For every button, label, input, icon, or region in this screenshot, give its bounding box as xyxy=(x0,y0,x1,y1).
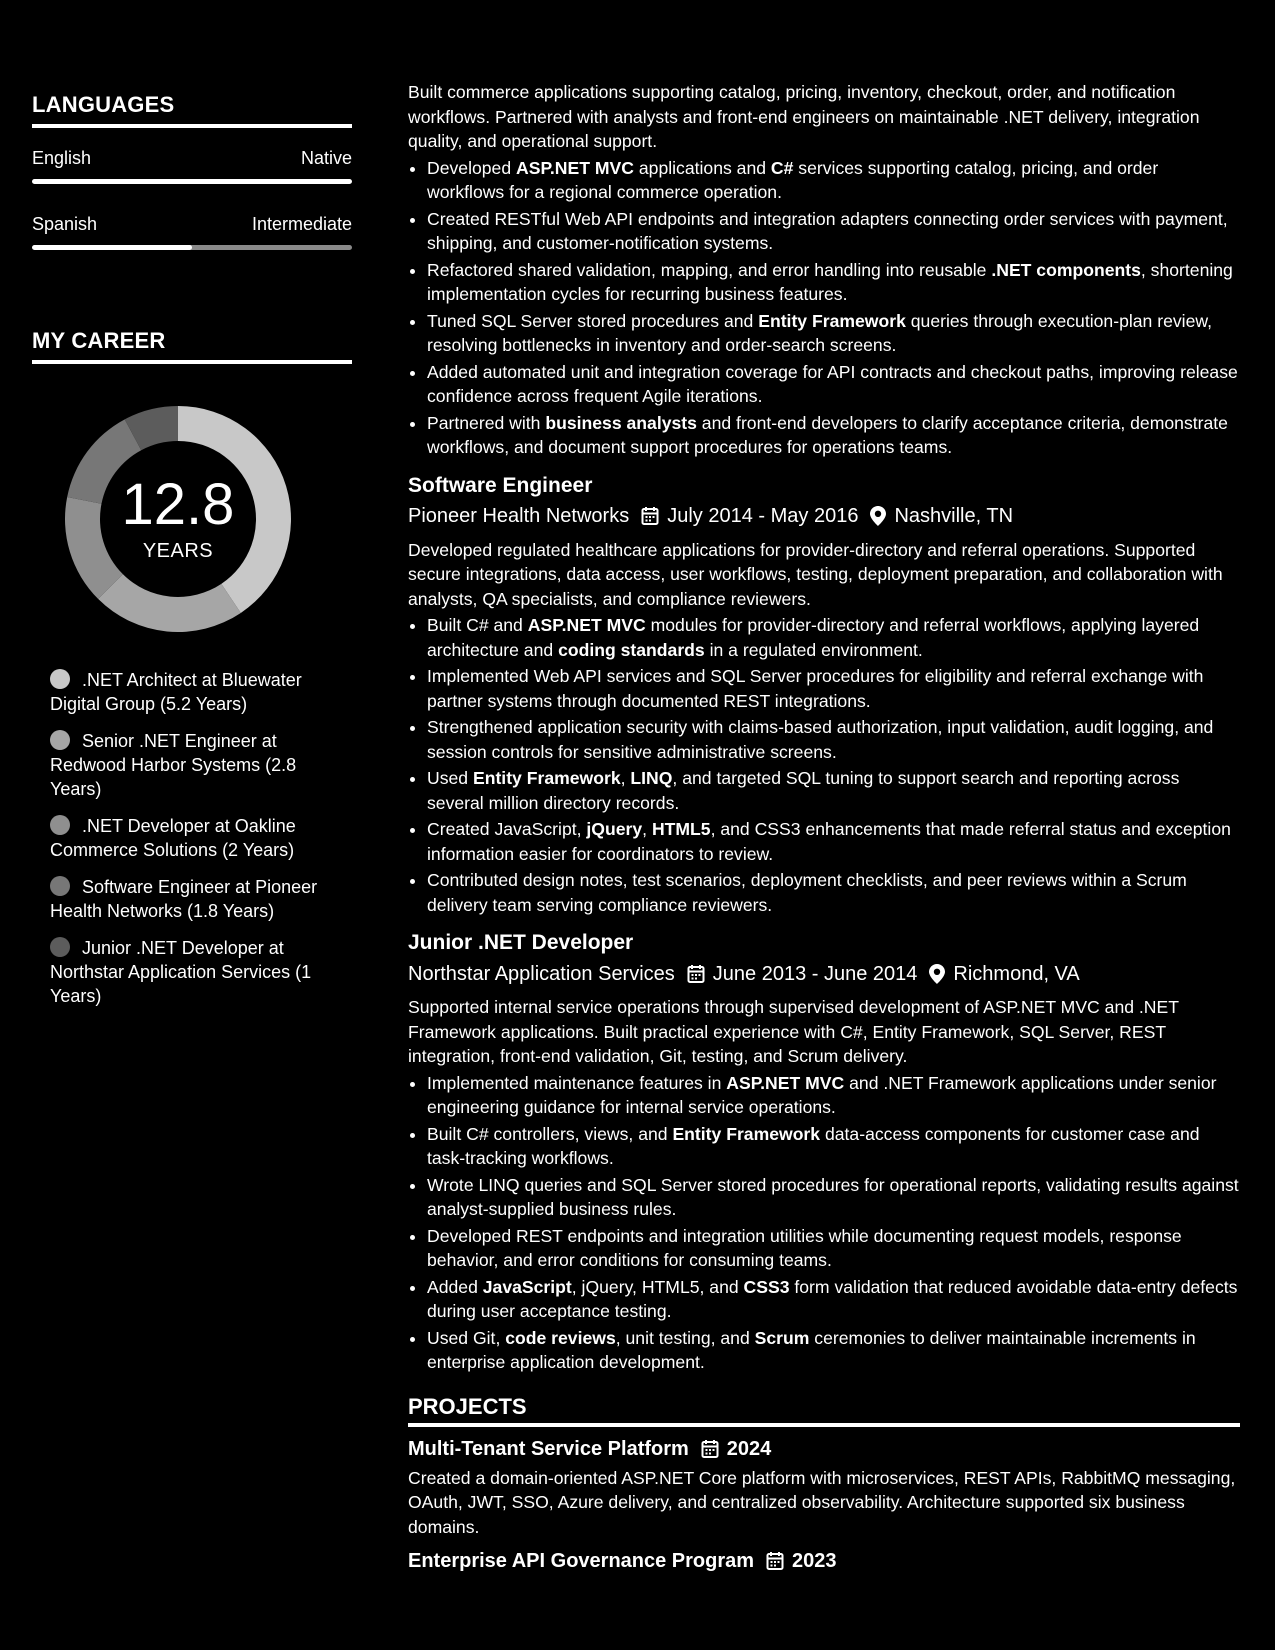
job-bullet: • Built C# and ASP.NET MVC modules for provider-directory and referral workflows, applying layered architecture and coding standards in a regulated environment. xyxy=(427,613,1240,662)
career-legend xyxy=(50,668,332,1008)
job-bullet: • Wrote LINQ queries and SQL Server stored procedures for operational reports, validating results against analyst-supplied business rules. xyxy=(427,1173,1240,1222)
job-location: Nashville, TN xyxy=(894,505,1014,527)
job-dates: July 2014 - May 2016 xyxy=(667,505,859,527)
job-bullets xyxy=(408,1071,1240,1375)
job-entry xyxy=(408,474,1240,918)
project-description: Created a domain-oriented ASP.NET Core platform with microservices, REST APIs, RabbitMQ messaging, OAuth, JWT, SSO, Azure delivery, and centralized observability. Architecture supported six business domains. xyxy=(408,1467,1236,1537)
language-proficiency-fill xyxy=(32,245,192,250)
job-bullets xyxy=(408,613,1240,917)
sidebar xyxy=(32,92,352,1021)
calendar-icon xyxy=(766,1551,784,1571)
project-year: 2024 xyxy=(726,1438,772,1460)
language-entry xyxy=(32,148,352,184)
career-legend-label: Senior .NET Engineer at Redwood Harbor Systems (2.8 Years) xyxy=(50,731,297,799)
project-title-row xyxy=(408,1549,1240,1574)
language-proficiency-bar xyxy=(32,179,352,184)
legend-dot-icon xyxy=(50,876,70,896)
legend-dot-icon xyxy=(50,937,70,957)
calendar-icon xyxy=(701,1439,719,1459)
job-bullet: • Contributed design notes, test scenarios, deployment checklists, and peer reviews within a Scrum delivery team serving compliance reviewers. xyxy=(427,868,1240,917)
projects-heading: PROJECTS xyxy=(408,1395,1240,1428)
career-heading: MY CAREER xyxy=(32,328,352,364)
job-title: Junior .NET Developer xyxy=(408,931,634,954)
project-year: 2023 xyxy=(792,1550,837,1572)
language-name: Spanish xyxy=(32,214,98,234)
language-level: Intermediate xyxy=(251,214,352,234)
job-bullet: • Implemented maintenance features in ASP.NET MVC and .NET Framework applications under senior engineering guidance for internal service operations. xyxy=(427,1071,1240,1120)
career-legend-label: .NET Architect at Bluewater Digital Group (5.2 Years) xyxy=(50,670,302,714)
job-bullets xyxy=(408,156,1240,460)
career-legend-item xyxy=(50,668,332,716)
career-legend-item xyxy=(50,936,332,1008)
job-entry xyxy=(408,931,1240,1375)
job-bullet: • Used Entity Framework, LINQ, and targeted SQL tuning to support search and reporting across several million directory records. xyxy=(427,766,1240,815)
job-bullet: • Developed ASP.NET MVC applications and C# services supporting catalog, pricing, and order workflows for a regional commerce operation. xyxy=(427,156,1240,205)
legend-dot-icon xyxy=(50,730,70,750)
project-title: Enterprise API Governance Program xyxy=(408,1550,755,1572)
project-entry xyxy=(408,1549,1240,1574)
career-legend-label: Junior .NET Developer at Northstar Application Services (1 Years) xyxy=(50,938,312,1006)
career-legend-item xyxy=(50,814,332,862)
career-legend-label: .NET Developer at Oakline Commerce Solutions (2 Years) xyxy=(50,816,296,860)
job-bullet: • Added automated unit and integration coverage for API contracts and checkout paths, improving release confidence across frequent Agile iterations. xyxy=(427,360,1240,409)
job-summary: Built commerce applications supporting catalog, pricing, inventory, checkout, order, and notification workflows. Partnered with analysts and front-end engineers on maintainable .NET delivery, integration quality, and operational support. xyxy=(408,82,1200,151)
job-meta xyxy=(408,962,1240,987)
location-pin-icon xyxy=(929,964,945,984)
job-bullet: • Refactored shared validation, mapping, and error handling into reusable .NET components, shortening implementation cycles for recurring business features. xyxy=(427,258,1240,307)
career-total-unit: YEARS xyxy=(142,539,214,562)
legend-dot-icon xyxy=(50,815,70,835)
language-level: Native xyxy=(300,148,352,168)
calendar-icon xyxy=(687,964,705,984)
job-summary: Supported internal service operations through supervised development of ASP.NET MVC and .NET Framework applications. Built practical experience with C#, Entity Framework, SQL Server, REST integration, front-end validation, Git, testing, and Scrum delivery. xyxy=(408,997,1179,1066)
job-bullet: • Developed REST endpoints and integration utilities while documenting request models, response behavior, and error conditions for consuming teams. xyxy=(427,1224,1240,1273)
job-bullet: • Strengthened application security with claims-based authorization, input validation, audit logging, and session controls for sensitive administrative screens. xyxy=(427,715,1240,764)
job-bullet: • Used Git, code reviews, unit testing, and Scrum ceremonies to deliver maintainable increments in enterprise application development. xyxy=(427,1326,1240,1375)
career-donut-chart xyxy=(65,406,291,632)
career-legend-item xyxy=(50,729,332,801)
language-proficiency-fill xyxy=(32,179,352,184)
career-legend-item xyxy=(50,875,332,923)
career-legend-label: Software Engineer at Pioneer Health Networks (1.8 Years) xyxy=(50,877,318,921)
job-bullet: • Created JavaScript, jQuery, HTML5, and CSS3 enhancements that made referral status and exception information easier for coordinators to review. xyxy=(427,817,1240,866)
project-title-row xyxy=(408,1437,1240,1462)
job-bullet: • Added JavaScript, jQuery, HTML5, and CSS3 form validation that reduced avoidable data-entry defects during user acceptance testing. xyxy=(427,1275,1240,1324)
job-title: Software Engineer xyxy=(408,473,593,497)
job-dates: June 2013 - June 2014 xyxy=(712,962,918,985)
job-location: Richmond, VA xyxy=(953,962,1080,985)
job-company: Pioneer Health Networks xyxy=(408,505,630,527)
main-content xyxy=(408,80,1240,1574)
job-summary: Developed regulated healthcare applications for provider-directory and referral operations. Supported secure integrations, data access, user workflows, testing, deployment preparation, and collaboration with analysts, QA specialists, and compliance reviewers. xyxy=(408,539,1223,609)
legend-dot-icon xyxy=(50,669,70,689)
project-title: Multi-Tenant Service Platform xyxy=(408,1438,689,1460)
job-bullet: • Created RESTful Web API endpoints and integration adapters connecting order services with payment, shipping, and customer-notification systems. xyxy=(427,207,1240,256)
location-pin-icon xyxy=(870,506,886,526)
calendar-icon xyxy=(641,506,659,526)
job-bullet: • Partnered with business analysts and front-end developers to clarify acceptance criteria, demonstrate workflows, and document support procedures for operations teams. xyxy=(427,411,1240,460)
career-total-value: 12.8 xyxy=(121,471,235,537)
job-bullet: • Implemented Web API services and SQL Server procedures for eligibility and referral exchange with partner systems through documented REST integrations. xyxy=(427,664,1240,713)
job-bullet: • Tuned SQL Server stored procedures and Entity Framework queries through execution-plan review, resolving bottlenecks in inventory and order-search screens. xyxy=(427,309,1240,358)
language-entry xyxy=(32,214,352,250)
job-bullet: • Built C# controllers, views, and Entity Framework data-access components for customer case and task-tracking workflows. xyxy=(427,1122,1240,1171)
project-entry xyxy=(408,1437,1240,1539)
job-company: Northstar Application Services xyxy=(408,962,675,985)
languages-heading: LANGUAGES xyxy=(32,92,352,128)
job-meta xyxy=(408,504,1240,529)
language-name: English xyxy=(32,148,92,168)
language-proficiency-bar xyxy=(32,245,352,250)
